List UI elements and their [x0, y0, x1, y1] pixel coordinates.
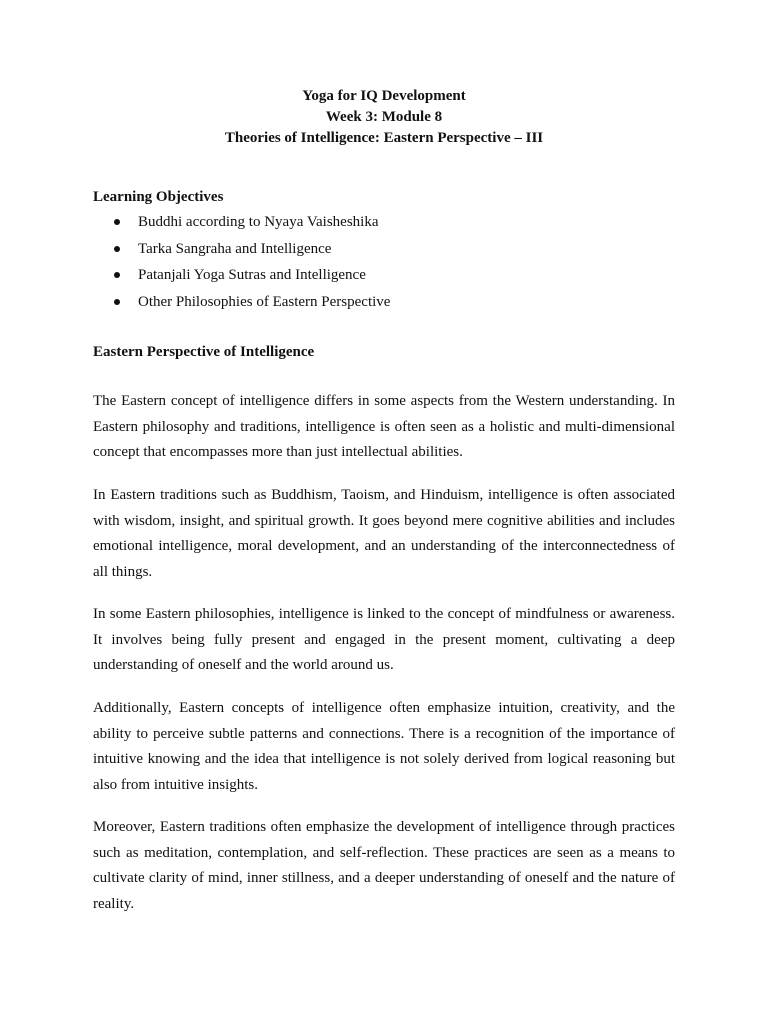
bullet-icon — [114, 299, 120, 305]
week-module-label: Week 3: Module 8 — [325, 109, 443, 125]
objective-text: Buddhi according to Nyaya Vaisheshika — [138, 214, 379, 230]
list-item — [93, 239, 390, 266]
objective-text: Patanjali Yoga Sutras and Intelligence — [138, 267, 366, 283]
list-item — [93, 212, 390, 239]
objective-text: Tarka Sangraha and Intelligence — [138, 240, 332, 257]
section-heading: Eastern Perspective of Intelligence — [93, 344, 315, 360]
learning-objectives-heading: Learning Objectives — [93, 189, 224, 205]
list-item — [93, 292, 390, 319]
bullet-icon — [114, 272, 120, 278]
paragraph: Moreover, Eastern traditions often emphasize the development of intelligence through practices such as meditation, contemplation, and self-reflection. These practices are seen as a means to cultivate clarity of mind, inner stillness, and a deeper understanding of oneself and the nature of reality. — [93, 819, 675, 912]
document-title: Yoga for IQ Development — [302, 88, 466, 104]
bullet-icon — [114, 246, 120, 252]
bullet-icon — [114, 219, 120, 225]
objective-text: Other Philosophies of Eastern Perspective — [138, 293, 391, 310]
paragraph: In Eastern traditions such as Buddhism, Taoism, and Hinduism, intelligence is often associated with wisdom, insight, and spiritual growth. It goes beyond mere cognitive abilities and includes emotional intelligence, moral development, and an understanding of the interconnectedness of all things. — [93, 487, 675, 580]
list-item — [93, 265, 390, 292]
document-subtitle: Theories of Intelligence: Eastern Perspective – III — [224, 130, 544, 146]
paragraph: Additionally, Eastern concepts of intelligence often emphasize intuition, creativity, and the ability to perceive subtle patterns and connections. There is a recognition of the importance of intuitive knowing and the idea that intelligence is not solely derived from logical reasoning but also from intuitive insights. — [93, 700, 675, 793]
learning-objectives-list — [93, 212, 390, 318]
paragraph: In some Eastern philosophies, intelligence is linked to the concept of mindfulness or awareness. It involves being fully present and engaged in the present moment, cultivating a deep understanding of oneself and the world around us. — [93, 606, 675, 673]
paragraph: The Eastern concept of intelligence differs in some aspects from the Western understanding. In Eastern philosophy and traditions, intelligence is often seen as a holistic and multi-dimensional concept that encompasses more than just intellectual abilities. — [93, 393, 675, 460]
title-block — [0, 86, 768, 149]
